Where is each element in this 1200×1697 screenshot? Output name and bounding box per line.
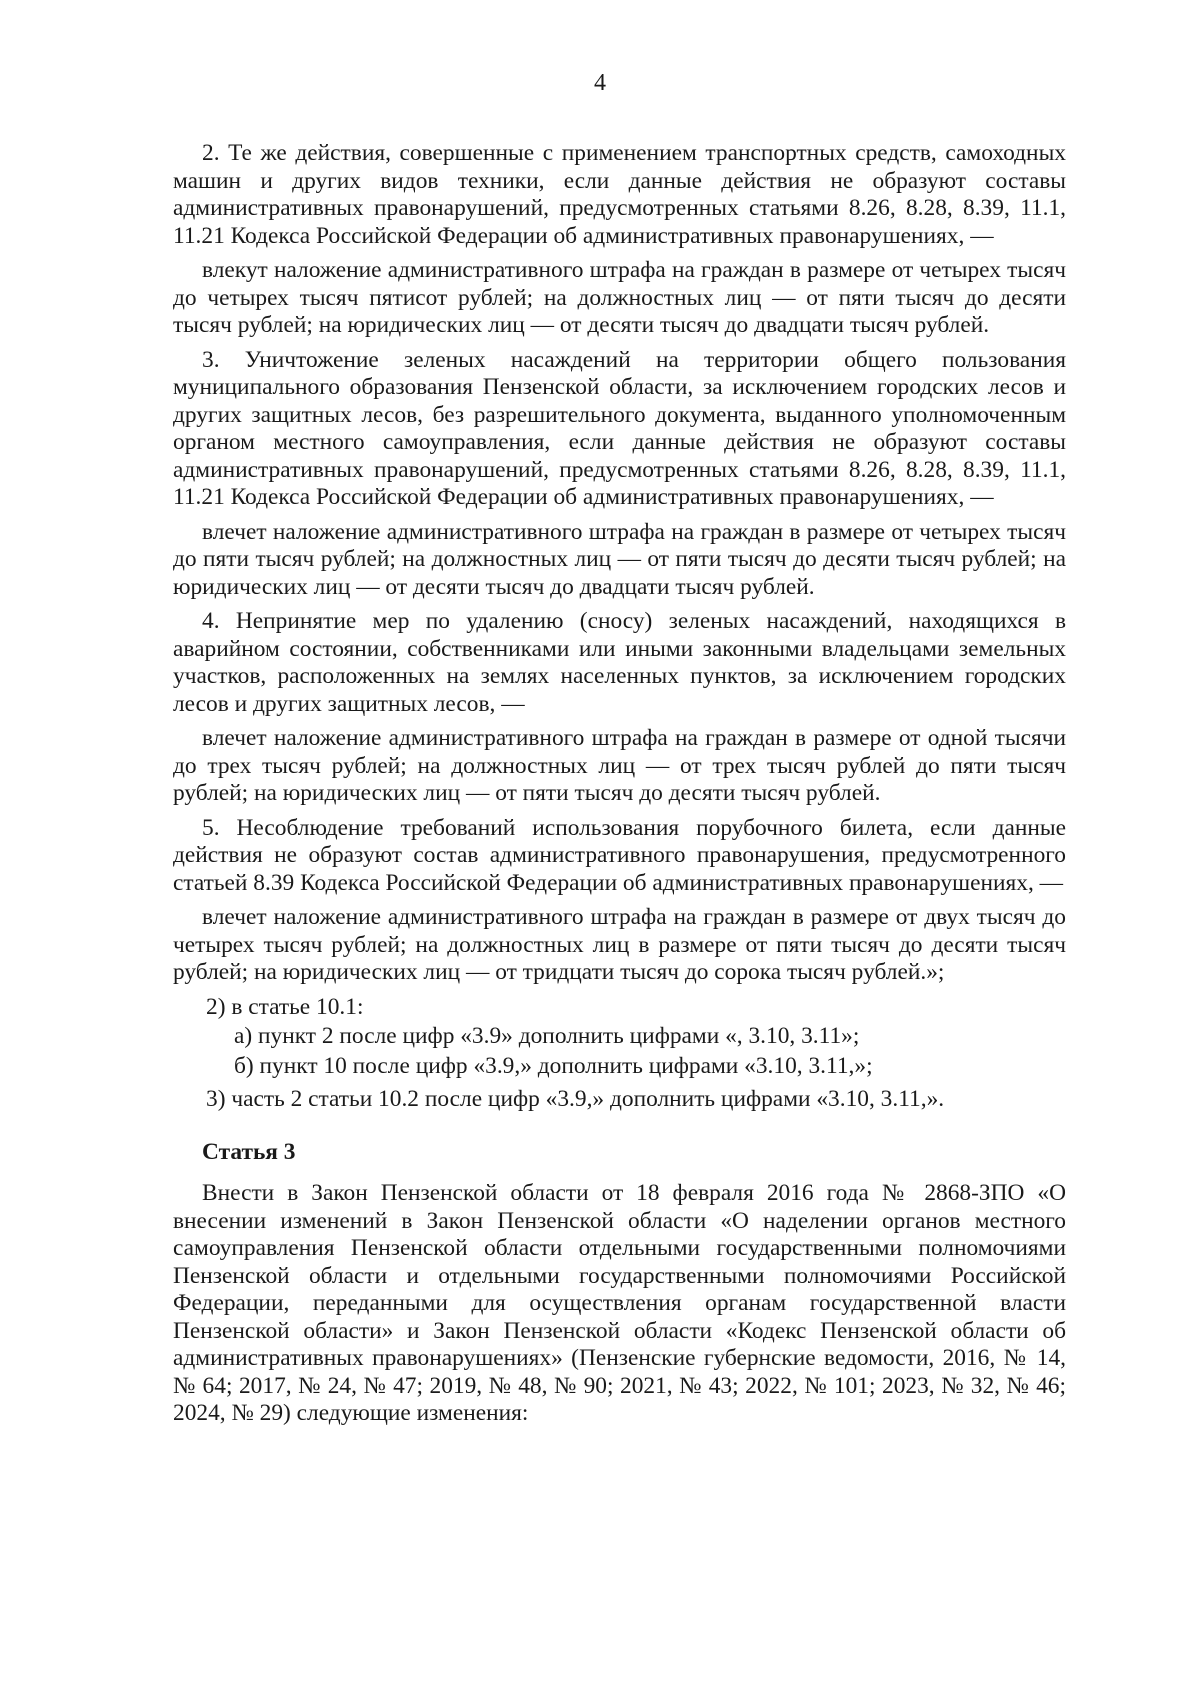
paragraph-part-2: 2. Те же действия, совершенные с применением транспортных средств, самоходных машин и других видов техники, если данные действия не образуют составы административных правонарушений, предусмотренных статьями 8.26, 8.28, 8.39, 11.1, 11.21 Кодекса Российской Федерации об административных правонарушениях, — <box>173 140 1066 249</box>
paragraph-penalty-2: влекут наложение административного штрафа на граждан в размере от четырех тысяч до четырех тысяч пятисот рублей; на должностных лиц — от пяти тысяч до десяти тысяч рублей; на юридических лиц — от десяти тысяч до двадцати тысяч рублей. <box>173 257 1066 338</box>
list-item-2: 2) в статье 10.1: <box>206 993 364 1020</box>
paragraph-penalty-4: влечет наложение административного штрафа на граждан в размере от одной тысячи до трех тысяч рублей; на должностных лиц — от трех тысяч рублей до пяти тысяч рублей; на юридических лиц — от пяти тысяч до десяти тысяч рублей. <box>173 725 1066 806</box>
list-item-3: 3) часть 2 статьи 10.2 после цифр «3.9,» дополнить цифрами «3.10, 3.11,». <box>206 1086 945 1112</box>
paragraph-part-4: 4. Непринятие мер по удалению (сносу) зеленых насаждений, находящихся в аварийном состоянии, собственниками или иными законными владельцами земельных участков, расположенных на землях населенных пунктов, за исключением городских лесов и других защитных лесов, — <box>173 608 1066 717</box>
paragraph-penalty-3: влечет наложение административного штрафа на граждан в размере от четырех тысяч до пяти тысяч рублей; на должностных лиц — от пяти тысяч до десяти тысяч рублей; на юридических лиц — от десяти тысяч до двадцати тысяч рублей. <box>173 518 1066 600</box>
paragraph-part-5: 5. Несоблюдение требований использования порубочного билета, если данные действия не образуют состав административного правонарушения, предусмотренного статьей 8.39 Кодекса Российской Федерации об административных правонарушениях, — <box>173 814 1066 896</box>
article-3-body: Внести в Закон Пензенской области от 18 февраля 2016 года № 2868-ЗПО «О внесении изменений в Закон Пензенской области «О наделении органов местного самоуправления Пензенской области отдельными государственными полномочиями Пензенской области и отдельными государственными полномочиями Российской Федерации, переданными для осуществления органам государственной власти Пензенской области» и Закон Пензенской области «Кодекс Пензенской области об административных правонарушениях» (Пензенские губернские ведомости, 2016, № 14, № 64; 2017, № 24, № 47; 2019, № 48, № 90; 2021, № 43; 2022, № 101; 2023, № 32, № 46; 2024, № 29) следующие изменения: <box>173 1180 1066 1426</box>
list-item-2a: а) пункт 2 после цифр «3.9» дополнить цифрами «, 3.10, 3.11»; <box>234 1023 860 1049</box>
article-heading: Статья 3 <box>202 1138 296 1165</box>
paragraph-part-3: 3. Уничтожение зеленых насаждений на территории общего пользования муниципального образования Пензенской области, за исключением городских лесов и других защитных лесов, без разрешительного документа, выданного уполномоченным органом местного самоуправления, если данные действия не образуют составы административных правонарушений, предусмотренных статьями 8.26, 8.28, 8.39, 11.1, 11.21 Кодекса Российской Федерации об административных правонарушениях, — <box>173 346 1066 510</box>
list-item-2b: б) пункт 10 после цифр «3.9,» дополнить цифрами «3.10, 3.11,»; <box>234 1052 873 1079</box>
paragraph-penalty-5: влечет наложение административного штрафа на граждан в размере от двух тысяч до четырех тысяч рублей; на должностных лиц в размере от пяти тысяч до десяти тысяч рублей; на юридических лиц — от тридцати тысяч до сорока тысяч рублей.»; <box>173 904 1066 985</box>
page-number: 4 <box>594 70 606 96</box>
document-body <box>173 140 1066 1435</box>
